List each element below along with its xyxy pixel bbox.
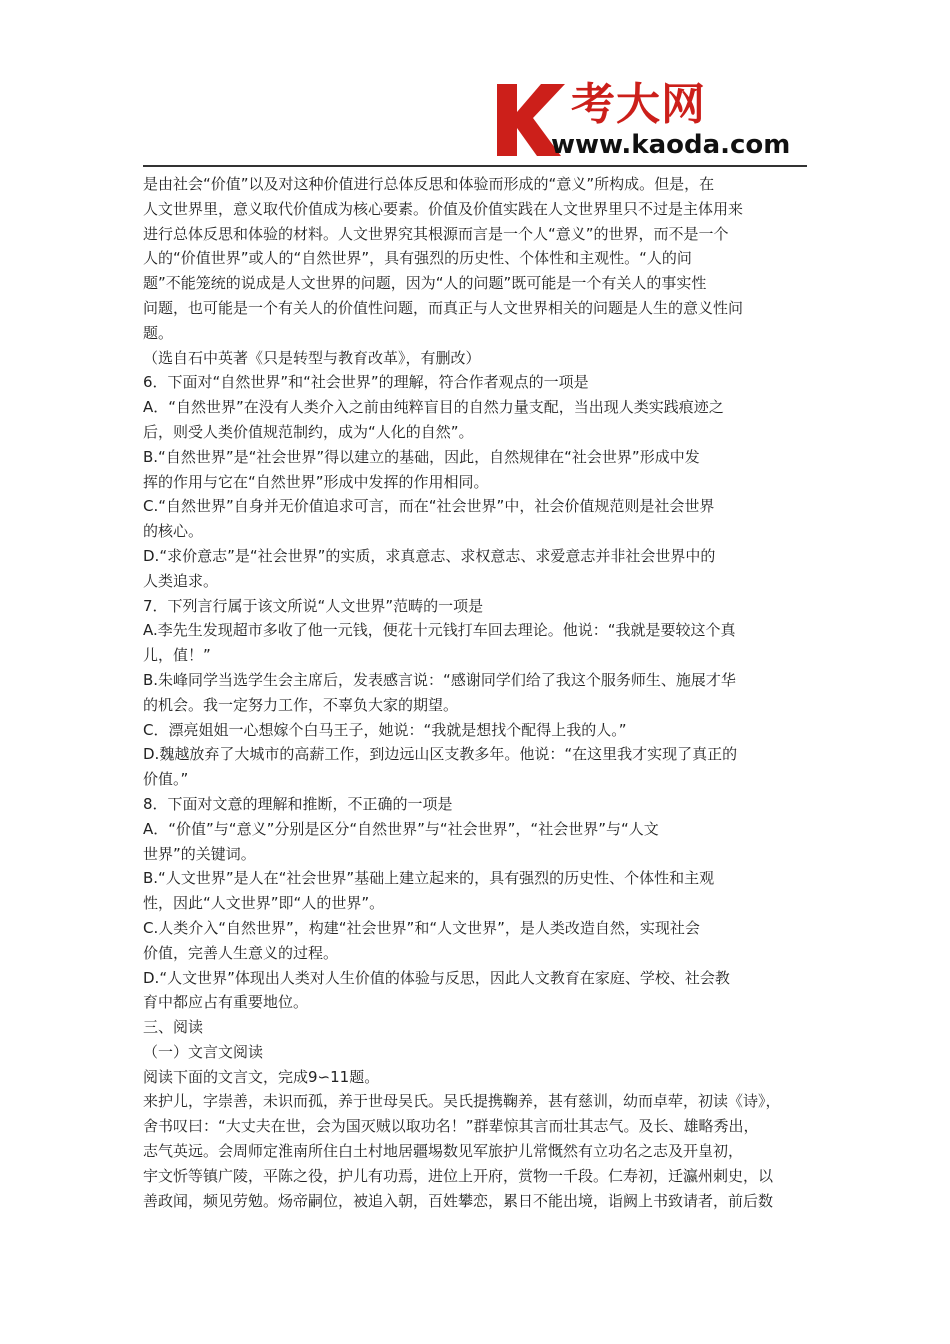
classical-text-line: 志气英远。会周师定淮南所住白土村地居疆埸数见军旅护儿常慨然有立功名之志及开皇初， [143, 1142, 744, 1161]
q6-option-c-cont: 的核心。 [143, 522, 204, 541]
q6-option-a-cont: 后，则受人类价值规范制约，成为“人化的自然”。 [143, 422, 474, 441]
logo-brand-url: www.kaoda.com [551, 130, 791, 160]
q6-option-a: A．“自然世界”在没有人类介入之前由纯粹盲目的自然力量支配，当出现人类实践痕迹之 [143, 398, 724, 417]
q6-option-b: B.“自然世界”是“社会世界”得以建立的基础，因此，自然规律在“社会世界”形成中发 [143, 447, 700, 466]
q8-option-c-cont: 价值，完善人生意义的过程。 [143, 943, 339, 962]
source-citation: （选自石中英著《只是转型与教育改革》，有删改） [143, 348, 481, 367]
text-line: 是由社会“价值”以及对这种价值进行总体反思和体验而形成的“意义”所构成。但是，在 [143, 175, 715, 193]
classical-text-line: 舍书叹曰：“大丈夫在世，会为国灭贼以取功名！”群辈惊其言而壮其志气。及长、雄略秀出， [143, 1117, 759, 1136]
classical-text-line: 宇文忻等镇广陵，平陈之役，护儿有功焉，进位上开府，赏物一千段。仁寿初，迁瀛州刺史，以 [143, 1166, 774, 1185]
q7-option-a-cont: 儿，值！” [143, 646, 211, 665]
q8-option-d-cont: 育中都应占有重要地位。 [143, 993, 309, 1012]
q7-option-c: C．漂亮姐姐一心想嫁个白马王子，她说：“我就是想找个配得上我的人。” [143, 720, 627, 739]
q8-option-c: C.人类介入“自然世界”，构建“社会世界”和“人文世界”，是人类改造自然，实现社会 [143, 918, 700, 937]
section-heading: 三、阅读 [143, 1018, 204, 1037]
q6-option-d: D.“求价意志”是“社会世界”的实质，求真意志、求权意志、求爱意志并非社会世界中的 [143, 546, 716, 565]
q8-option-a: A．“价值”与“意义”分别是区分“自然世界”与“社会世界”，“社会世界”与“人文 [143, 819, 659, 838]
header-divider [143, 165, 807, 167]
text-line: 人的“价值世界”或人的“自然世界”，具有强烈的历史性、个体性和主观性。“人的问 [143, 249, 692, 268]
document-body [143, 172, 818, 1213]
classical-text-line: 善政闻，频见劳勉。炀帝嗣位，被追入朝，百姓攀恋，累日不能出境，诣阙上书致请者，前后数 [143, 1191, 774, 1210]
reading-instruction: 阅读下面的文言文，完成9∽11题。 [143, 1067, 380, 1086]
q6-option-b-cont: 挥的作用与它在“自然世界”形成中发挥的作用相同。 [143, 472, 489, 491]
classical-text-line: 来护儿，字崇善，未识而孤，养于世母吴氏。吴氏提携鞠养，甚有慈训，幼而卓荦，初读《诗》， [143, 1092, 781, 1111]
text-line: 问题，也可能是一个有关人的价值性问题，而真正与人文世界相关的问题是人生的意义性问 [143, 298, 744, 317]
question-7: 7．下列言行属于该文所说“人文世界”范畴的一项是 [143, 596, 484, 615]
text-line: 题。 [143, 323, 174, 342]
text-line: 人文世界里，意义取代价值成为核心要素。价值及价值实践在人文世界里只不过是主体用来 [143, 199, 744, 218]
question-8: 8．下面对文意的理解和推断，不正确的一项是 [143, 794, 453, 813]
q7-option-b-cont: 的机会。我一定努力工作，不辜负大家的期望。 [143, 695, 459, 714]
q7-option-a: A.李先生发现超市多收了他一元钱，便花十元钱打车回去理论。他说：“我就是要较这个真 [143, 621, 736, 640]
q8-option-b: B.“人文世界”是人在“社会世界”基础上建立起来的，具有强烈的历史性、个体性和主观 [143, 869, 715, 888]
q8-option-b-cont: 性，因此“人文世界”即“人的世界”。 [143, 894, 385, 913]
q6-option-d-cont: 人类追求。 [143, 571, 219, 590]
q7-option-b: B.朱峰同学当选学生会主席后，发表感言说：“感谢同学们给了我这个服务师生、施展才华 [143, 670, 736, 689]
question-6: 6．下面对“自然世界”和“社会世界”的理解，符合作者观点的一项是 [143, 373, 589, 392]
q8-option-d: D.“人文世界”体现出人类对人生价值的体验与反思，因此人文教育在家庭、学校、社会教 [143, 968, 730, 987]
logo-brand-cn: 考大网 [571, 79, 706, 130]
kaoda-logo [491, 80, 811, 160]
subsection-heading: （一）文言文阅读 [143, 1042, 264, 1061]
text-line: 进行总体反思和体验的材料。人文世界究其根源而言是一个人“意义”的世界，而不是一个 [143, 224, 729, 243]
q6-option-c: C.“自然世界”自身并无价值追求可言，而在“社会世界”中，社会价值规范则是社会世界 [143, 497, 715, 516]
q7-option-d-cont: 价值。” [143, 770, 189, 789]
text-line: 题”不能笼统的说成是人文世界的问题，因为“人的问题”既可能是一个有关人的事实性 [143, 274, 707, 293]
q7-option-d: D.魏越放弃了大城市的高薪工作，到边远山区支教多年。他说：“在这里我才实现了真正的 [143, 745, 738, 764]
q8-option-a-cont: 世界”的关键词。 [143, 844, 256, 863]
